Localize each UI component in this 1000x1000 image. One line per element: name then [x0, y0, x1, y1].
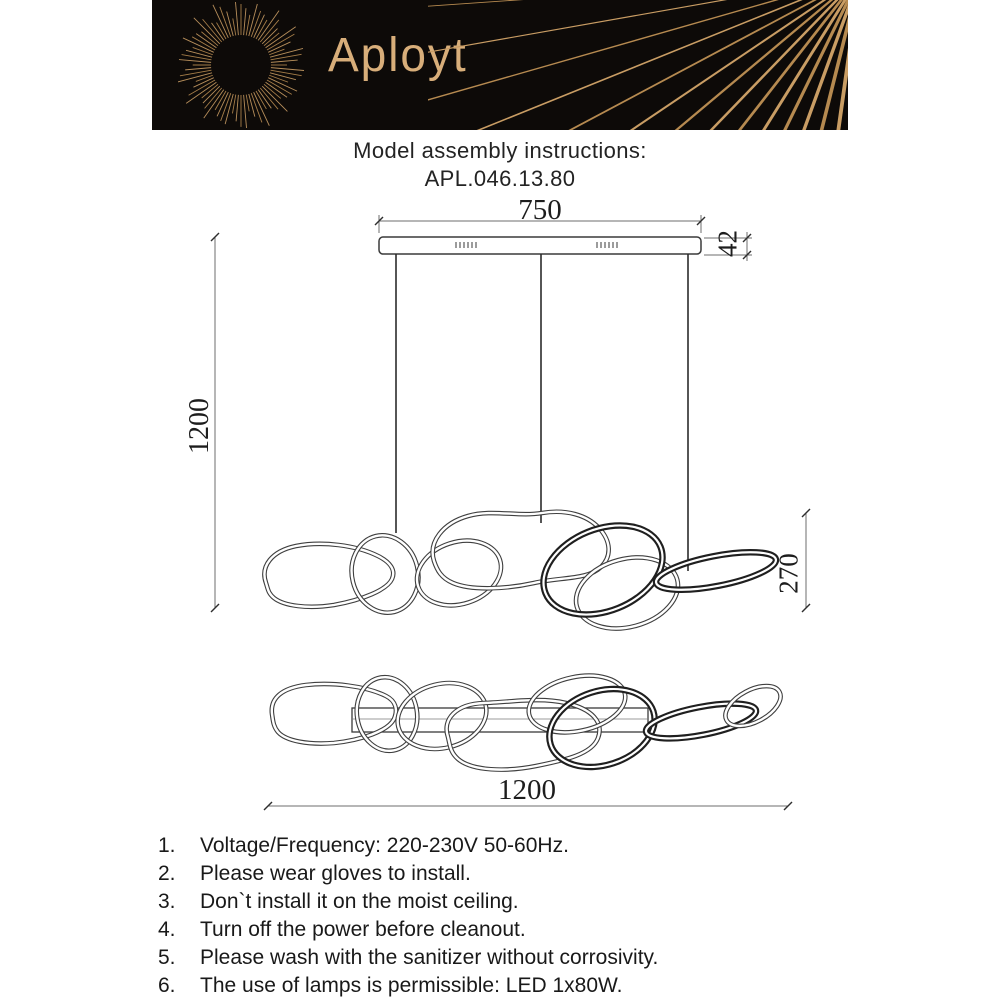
- suspension-cables: [396, 254, 688, 571]
- item-text: Turn off the power before cleanout.: [200, 918, 526, 941]
- item-text: Please wear gloves to install.: [200, 862, 471, 885]
- dim-label-fixture-length: 1200: [498, 774, 556, 806]
- pendant-rings-top-view: [272, 667, 787, 779]
- item-text: Voltage/Frequency: 220-230V 50-60Hz.: [200, 834, 569, 857]
- list-item: [158, 888, 878, 916]
- list-item: [158, 860, 878, 888]
- item-text: The use of lamps is permissible: LED 1x80W.: [200, 974, 623, 997]
- list-item: [158, 916, 878, 944]
- dim-label-canopy-height: 42: [712, 230, 743, 257]
- item-number: 4.: [158, 918, 176, 941]
- pendant-rings-side-view: [264, 509, 778, 640]
- model-number: APL.046.13.80: [424, 166, 576, 191]
- item-text: Please wash with the sanitizer without corrosivity.: [200, 946, 659, 969]
- dim-label-drop-height: 1200: [184, 398, 215, 454]
- dim-label-rings-height: 270: [773, 553, 804, 594]
- list-item: [158, 832, 878, 860]
- dimension-lines: [215, 215, 806, 806]
- item-number: 6.: [158, 974, 176, 997]
- item-text: Don`t install it on the moist ceiling.: [200, 890, 519, 913]
- instruction-list: [158, 832, 878, 1000]
- item-number: 1.: [158, 834, 176, 857]
- brand-wordmark: Aployt: [328, 29, 468, 82]
- list-item: [158, 972, 878, 1000]
- dim-label-canopy-width: 750: [518, 194, 562, 226]
- ceiling-canopy: [379, 237, 701, 254]
- page-title: Model assembly instructions:: [353, 138, 647, 163]
- item-number: 5.: [158, 946, 176, 969]
- item-number: 2.: [158, 862, 176, 885]
- list-item: [158, 944, 878, 972]
- item-number: 3.: [158, 890, 176, 913]
